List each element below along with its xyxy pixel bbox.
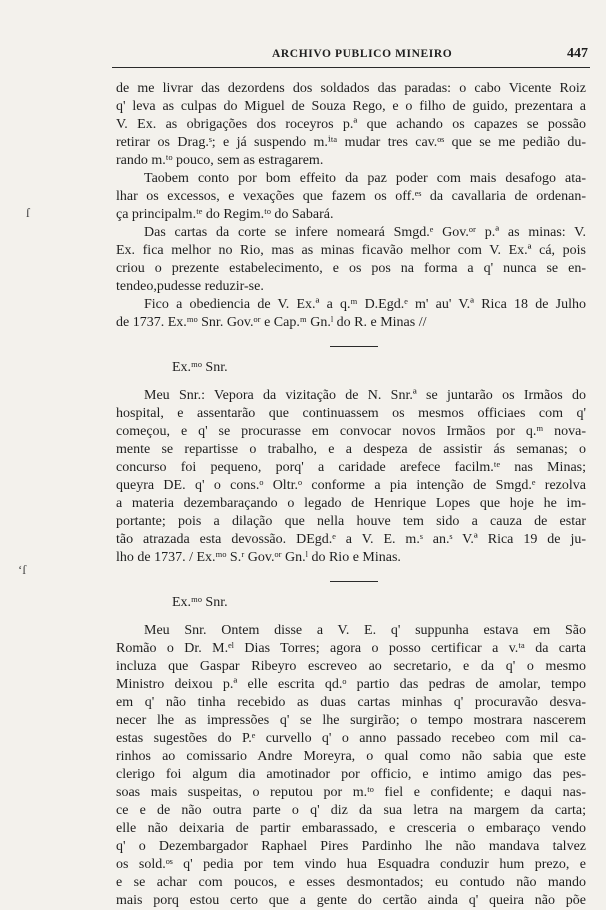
text-line: elle não deixaria de partir embarassado, e cresceria o embaraço vendo <box>116 821 586 836</box>
text-line: clerigo foi algum dia amotinador por officio, e intimo amigo das pes- <box>116 767 586 782</box>
text-line: rando m.ᵗᵒ pouco, sem as estragarem. <box>116 153 324 168</box>
text-line: Fico a obediencia de V. Ex.ª a q.ᵐ D.Egd.ᵉ m' au' V.ª Rica 18 de Julho <box>144 297 586 312</box>
text-line: os sold.ᵒˢ q' pedia por tem vindo hua Esquadra conduzir hum prezo, e <box>116 857 586 872</box>
text-line: lhar os excessos, e vexações que fazem os off.ᵉˢ da cavallaria de ordenan- <box>116 189 586 204</box>
text-line: portante; pois a dilação que nella houve tem sido a cauza de estar <box>116 514 586 529</box>
text-line: mais porq estou certo que a gente do certão ainda q' queira não põe <box>116 893 586 908</box>
margin-mark: ʻſ <box>18 562 26 577</box>
text-line: necer lhe as impressões q' se lhe surgirão; o tempo mostrara nascerem <box>116 713 586 728</box>
text-line: de me livrar das dezordens dos soldados das paradas: o cabo Vicente Roiz <box>116 81 586 96</box>
text-line: mente se repartisse o trabalho, e a despeza de assistir ás semanas; o <box>116 442 586 457</box>
text-line: q' leva as culpas do Miguel de Souza Rego, e o filho de guido, prezentara a <box>116 99 586 114</box>
page-header <box>112 46 590 66</box>
text-line: hospital, e assentarão que continuassem os mesmos officiaes com q' <box>116 406 586 421</box>
text-line: Ministro deixou p.ª elle escrita qd.ᵒ partio das pedras de amolar, tempo <box>116 677 586 692</box>
text-line: lho de 1737. / Ex.ᵐᵒ S.ʳ Gov.ᵒʳ Gn.ˡ do Rio e Minas. <box>116 550 401 565</box>
text-line: concurso foi pequeno, porq' a caridade arefece facilm.ᵗᵉ nas Minas; <box>116 460 586 475</box>
text-line: ce e de não outra parte o q' diz da sua letra na margem da carta; <box>116 803 586 818</box>
text-line: soas mais suspeitas, o reputou por m.ᵗᵒ fiel e confidente; e daqui nas- <box>116 785 586 800</box>
running-head: ARCHIVO PUBLICO MINEIRO <box>272 48 453 60</box>
text-line: ça principalm.ᵗᵉ do Regim.ᵗᵒ do Sabará. <box>116 207 334 222</box>
text-line: Meu Snr.: Vepora da vizitação de N. Snr.ª se juntarão os Irmãos do <box>144 388 586 403</box>
text-line: retirar os Drag.ˢ; e já suspendo m.ⁱᵗᵃ mudar tres cav.ᵒˢ que se me pedião du- <box>116 135 586 150</box>
text-line: criou o prezente estabelecimento, e os pos na forma a q' nunca se en- <box>116 261 586 276</box>
text-line: V. Ex. as obrigações dos roceyros p.ª que achando os capazes se possão <box>116 117 586 132</box>
salutation-heading: Ex.ᵐᵒ Snr. <box>172 595 228 610</box>
header-rule <box>112 67 590 68</box>
text-line: tendeo,pudesse reduzir-se. <box>116 279 264 294</box>
text-line: incluza que Gaspar Ribeyro escreveo ao secretario, e da q' o mesmo <box>116 659 586 674</box>
text-line: e se achar com poucos, e esses desmontados; eu contudo não mando <box>116 875 586 890</box>
margin-mark: ſ <box>26 205 30 220</box>
text-line: Taobem conto por bom effeito da paz poder com mais desafogo ata- <box>144 171 586 186</box>
text-line: Das cartas da corte se infere nomeará Smgd.ᵉ Gov.ᵒʳ p.ª as minas: V. <box>144 225 586 240</box>
text-line: de 1737. Ex.ᵐᵒ Snr. Gov.ᵒʳ e Cap.ᵐ Gn.ˡ do R. e Minas // <box>116 315 427 330</box>
page-number: 447 <box>567 46 588 61</box>
text-line: q' o Dezembargador Raphael Pires Pardinho lhe não mandava talvez <box>116 839 586 854</box>
text-line: rinhos ao comissario Andre Moreyra, o qual como não sabia que este <box>116 749 586 764</box>
body-text <box>116 80 586 910</box>
text-line: tão atrazada esta devossão. DEgd.ᵉ a V. E. m.ˢ an.ˢ V.ª Rica 19 de ju- <box>116 532 586 547</box>
text-line: queyra DE. q' o cons.ᵒ Oltr.ᵒ conforme a pia intenção de Smgd.ᵉ rezolva <box>116 478 586 493</box>
text-line: Meu Snr. Ontem disse a V. E. q' suppunha estava em São <box>144 623 586 638</box>
text-line: a materia dezembaraçando o legado de Henrique Lopes que hoje he im- <box>116 496 586 511</box>
text-line: Romão o Dr. M.ᵉˡ Dias Torres; agora o posso certificar a v.ᵗᵃ da carta <box>116 641 586 656</box>
text-line: estas sugestões do P.ᵉ curvello q' o anno passado recebeo com mil ca- <box>116 731 586 746</box>
text-line: Ex. fica melhor no Rio, mas as minas ficavão melhor com V. Ex.ª cá, pois <box>116 243 586 258</box>
salutation-heading: Ex.ᵐᵒ Snr. <box>172 360 228 375</box>
text-line: começou, e q' se procurasse em convocar novos Irmãos por q.ᵐ nova- <box>116 424 586 439</box>
text-line: em q' não tinha recebido as duas cartas minhas q' procuravão desva- <box>116 695 586 710</box>
